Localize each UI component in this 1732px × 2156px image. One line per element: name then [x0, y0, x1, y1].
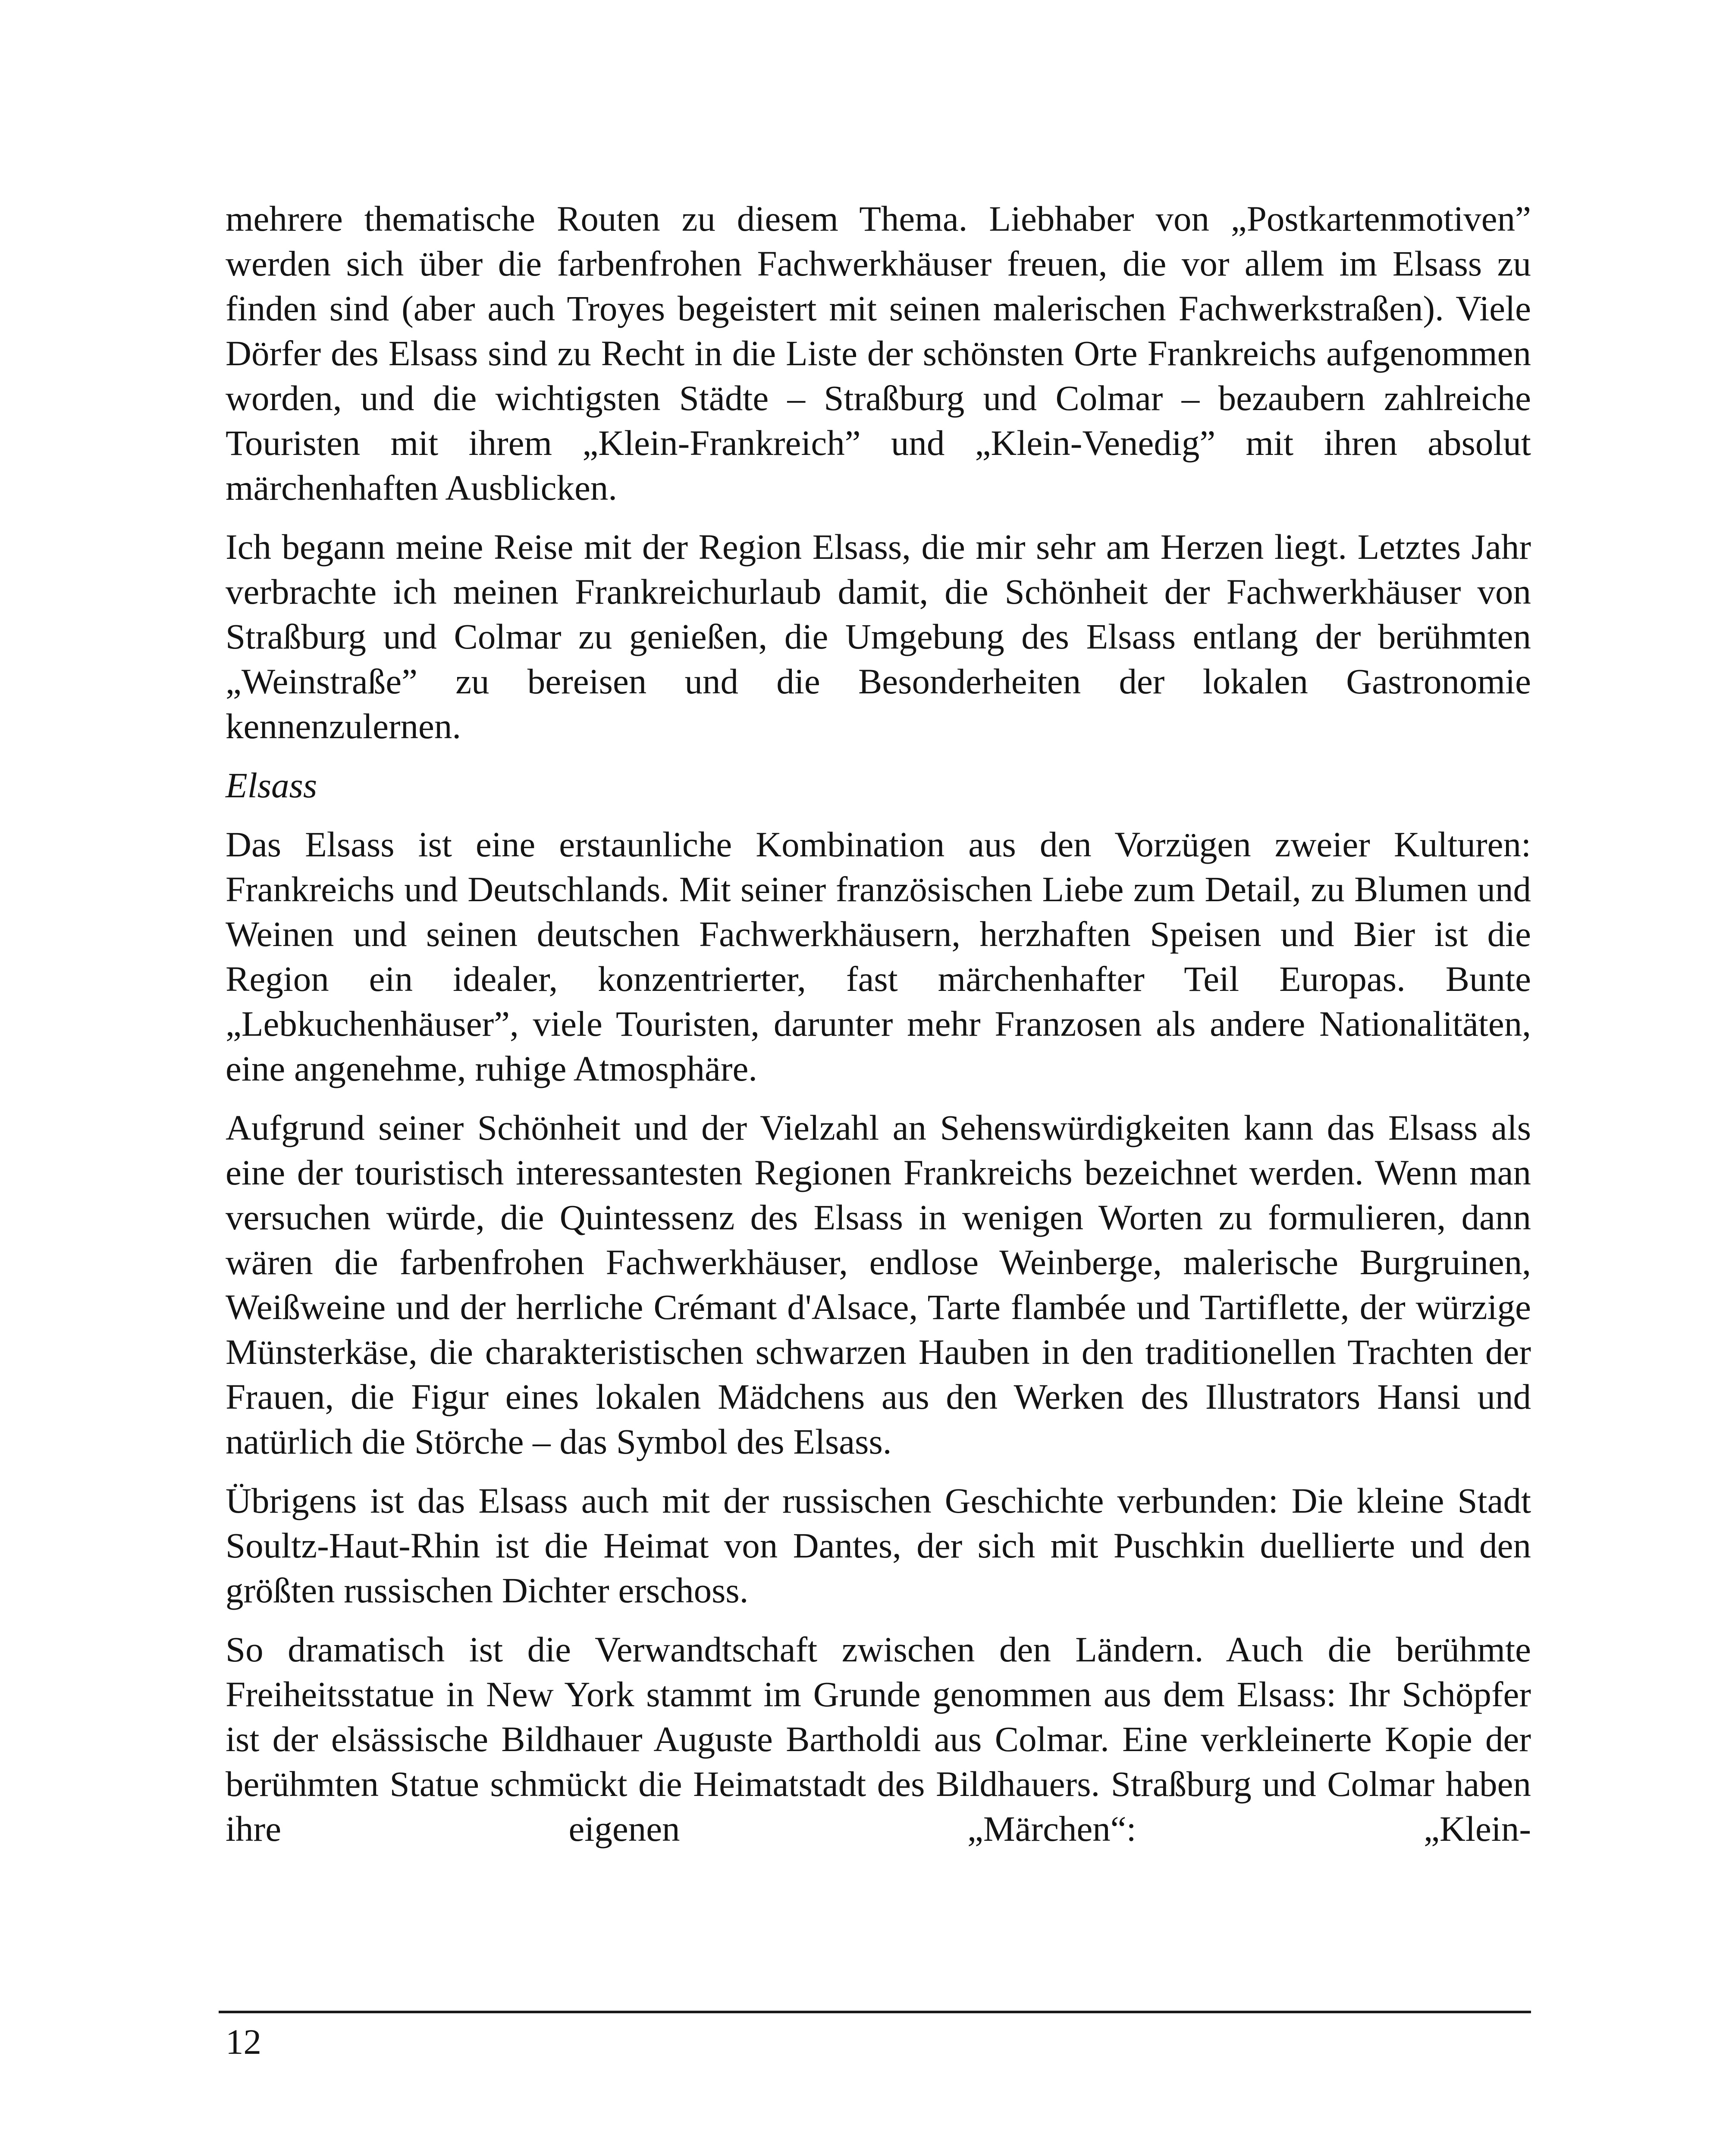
footer-divider: [219, 2011, 1531, 2013]
paragraph-journey: Ich begann meine Reise mit der Region Elsass, die mir sehr am Herzen liegt. Letztes Jahr verbrachte ich meinen Frankreichurlaub damit, die Schönheit der Fachwerkhäuser von Straßburg und Colmar zu genießen, die Umgebung des Elsass entlang der berühmten „Weinstraße” zu bereisen und die Besonderheiten der lokalen Gastronomie kennenzulernen.: [226, 527, 1531, 746]
paragraph-russian-history: Übrigens ist das Elsass auch mit der russischen Geschichte verbunden: Die kleine Stadt Soultz-Haut-Rhin ist die Heimat von Dantes, der sich mit Puschkin duellierte und den größten russischen Dichter erschoss.: [226, 1481, 1531, 1610]
body-text: [226, 196, 1531, 1865]
paragraph-sights: Aufgrund seiner Schönheit und der Vielzahl an Sehenswürdigkeiten kann das Elsass als eine der touristisch interessantesten Regionen Frankreichs bezeichnet werden. Wenn man versuchen würde, die Quintessenz des Elsass in wenigen Worten zu formulieren, dann wären die farbenfrohen Fachwerkhäuser, endlose Weinberge, malerische Burgruinen, Weißweine und der herrliche Crémant d'Alsace, Tarte flambée und Tartiflette, der würzige Münsterkäse, die charakteristischen schwarzen Hauben in den traditionellen Trachten der Frauen, die Figur eines lokalen Mädchens aus den Werken des Illustrators Hansi und natürlich die Störche – das Symbol des Elsass.: [226, 1108, 1531, 1461]
paragraph-statue: So dramatisch ist die Verwandtschaft zwischen den Ländern. Auch die berühmte Freiheitsstatue in New York stammt im Grunde genommen aus dem Elsass: Ihr Schöpfer ist der elsässische Bildhauer Auguste Bartholdi aus Colmar. Eine verkleinerte Kopie der berühmten Statue schmückt die Heimatstadt des Bildhauers. Straßburg und Colmar haben ihre eigenen „Märchen“: „Klein-: [226, 1630, 1531, 1849]
section-heading-elsass: Elsass: [226, 765, 317, 805]
page-number: 12: [226, 2022, 261, 2062]
paragraph-routes: mehrere thematische Routen zu diesem Thema. Liebhaber von „Postkartenmotiven” werden sich über die farbenfrohen Fachwerkhäuser freuen, die vor allem im Elsass zu finden sind (aber auch Troyes begeistert mit seinen malerischen Fachwerkstraßen). Viele Dörfer des Elsass sind zu Recht in die Liste der schönsten Orte Frankreichs aufgenommen worden, und die wichtigsten Städte – Straßburg und Colmar – bezaubern zahlreiche Touristen mit ihrem „Klein-Frankreich” und „Klein-Venedig” mit ihren absolut märchenhaften Ausblicken.: [226, 199, 1531, 508]
paragraph-cultures: Das Elsass ist eine erstaunliche Kombination aus den Vorzügen zweier Kulturen: Frankreichs und Deutschlands. Mit seiner französischen Liebe zum Detail, zu Blumen und Weinen und seinen deutschen Fachwerkhäusern, herzhaften Speisen und Bier ist die Region ein idealer, konzentrierter, fast märchenhafter Teil Europas. Bunte „Lebkuchenhäuser”, viele Touristen, darunter mehr Franzosen als andere Nationalitäten, eine angenehme, ruhige Atmosphäre.: [226, 824, 1531, 1088]
